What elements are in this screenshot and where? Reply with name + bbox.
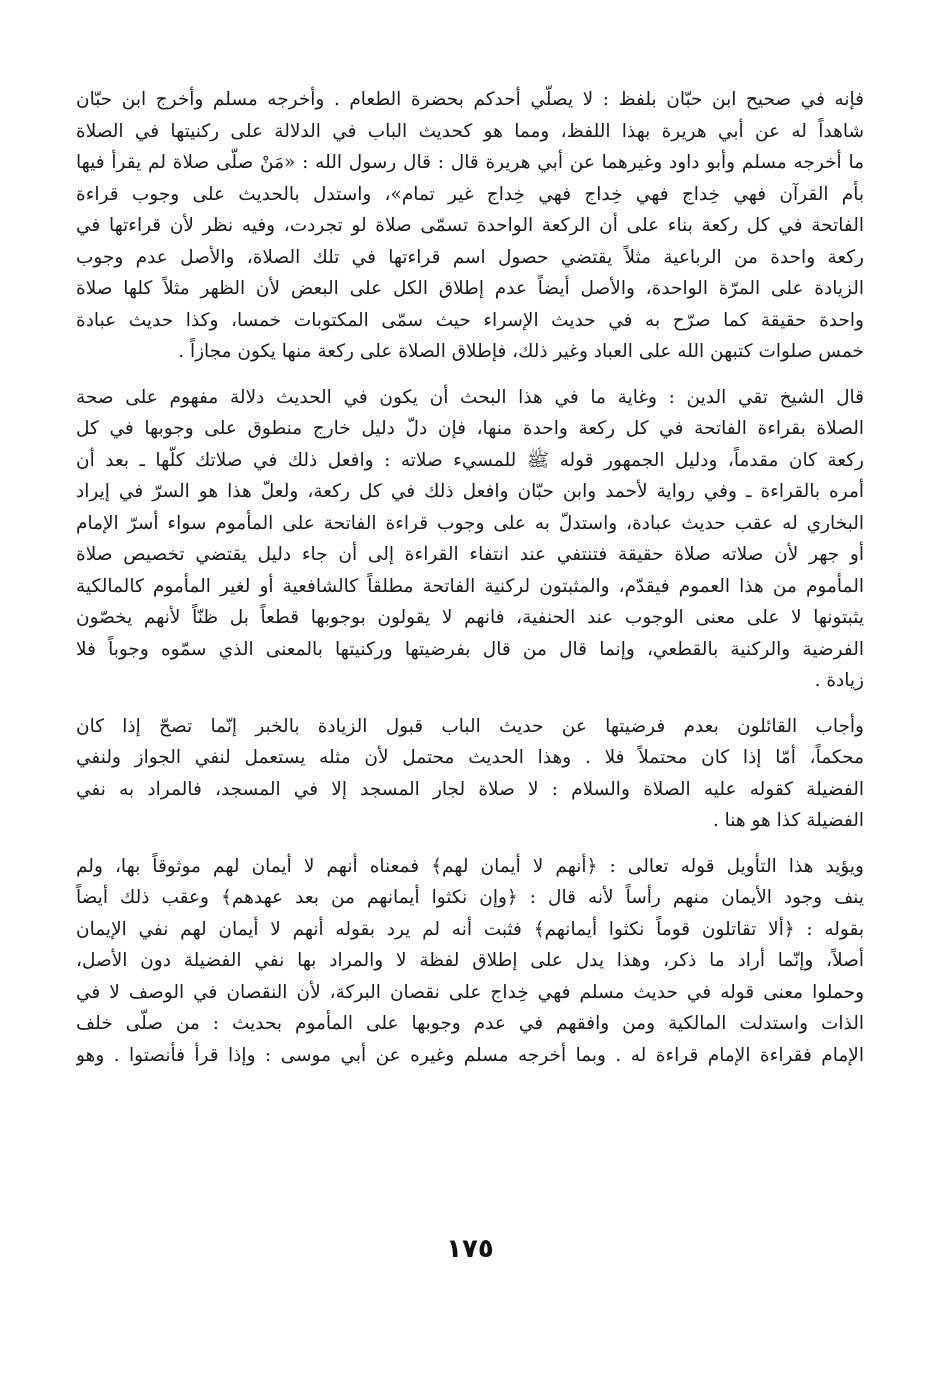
paragraph-3 xyxy=(76,711,864,837)
text-line: بقوله : ﴿ألا تقاتلون قوماً نكثوا أيمانهم﴾ فثبت أنه لم يرد بقوله أنهم لا أيمان لهم نفي الإيمان xyxy=(76,918,864,940)
page-number: ١٧٥ xyxy=(446,1234,494,1264)
text-line: ركعة واحدة من الرباعية مثلاً يقتضي حصول اسم قراءتها في تلك الصلاة، والأصل عدم وجوب xyxy=(76,246,864,268)
text-line: البخاري له عقب حديث عبادة، واستدلّ به على وجوب قراءة الفاتحة على المأموم سواء أسرّ الإمام xyxy=(76,512,864,534)
text-line: الفرضية والركنية بالقطعي، وإنما قال من قال بفرضيتها وركنيتها بالمعنى الذي سمّوه وجوباً فلا xyxy=(76,638,864,660)
text-line: خمس صلوات كتبهن الله على العباد وغير ذلك، فإطلاق الصلاة على ركعة منها يكون مجازاً . xyxy=(178,341,864,362)
text-line: زيادة . xyxy=(814,670,864,691)
text-line: الإمام فقراءة الإمام قراءة له . وبما أخرجه مسلم وغيره عن أبي موسى : وإذا قرأ فأنصتوا . وهو xyxy=(76,1044,864,1066)
text-line: قال الشيخ تقي الدين : وغاية ما في هذا البحث أن يكون في الحديث دلالة مفهوم على صحة xyxy=(76,386,864,408)
text-line: المأموم من هذا العموم فيقدّم، والمثبتون لركنية الفاتحة مطلقاً كالشافعية أو لغير المأموم كالمالكية xyxy=(76,575,864,597)
text-line: أمره بالقراءة ـ وفي رواية لأحمد وابن حبّان وافعل ذلك في كل ركعة، ولعلّ هذا هو السرّ في إيراد xyxy=(76,481,864,502)
text-line: الصلاة بقراءة الفاتحة في كل ركعة واحدة منها، فإن دلّ دليل خارج منطوق على وجوبها في كل xyxy=(76,418,864,439)
page-body xyxy=(76,84,864,1085)
text-line: الذات واستدلت المالكية ومن وافقهم في عدم وجوبها على المأموم بحديث : من صلّى خلف xyxy=(76,1013,864,1034)
text-line: بأم القرآن فهي خِداج فهي خِداج فهي خِداج غير تمام»، واستدل بالحديث على وجوب قراءة xyxy=(76,183,864,205)
text-line: ينف وجود الأيمان منهم رأساً لأنه قال : ﴿وإن نكثوا أيمانهم من بعد عهدهم﴾ وعقب ذلك أيضاً xyxy=(76,887,864,908)
text-line: أو جهر لأن صلاته صلاة حقيقة فتنتفي عند انتفاء القراءة إلى أن جاء دليل يقتضي تخصيص صلاة xyxy=(76,544,864,565)
text-line: الزيادة على المرّة الواحدة، والأصل أيضاً عدم إطلاق الكل على البعض لأن الظهر مثلاً كلها صلاة xyxy=(76,278,864,299)
text-line: ما أخرجه مسلم وأبو داود وغيرهما عن أبي هريرة قال : قال رسول الله : «مَنْ صلّى صلاة لم يقرأ فيها xyxy=(76,152,864,173)
text-line: وأجاب القائلون بعدم فرضيتها عن حديث الباب قبول الزيادة بالخبر إنّما تصحّ إذا كان xyxy=(76,715,864,737)
text-line: ركعة كان مقدماً، ودليل الجمهور قوله ﷺ للمسيء صلاته : وافعل ذلك في صلاتك كلّها ـ بعد أن xyxy=(76,449,864,471)
text-line: واحدة حقيقة كما صرّح به في حديث الإسراء حيث سمّى المكتوبات خمسا، وكذا حديث عبادة xyxy=(76,309,864,331)
text-line: ويؤيد هذا التأويل قوله تعالى : ﴿أنهم لا أيمان لهم﴾ فمعناه أنهم لا أيمان لهم موثوقاً بها، ولم xyxy=(76,855,864,877)
text-line: أصلاً، وإنّما أراد ما ذكر، وهذا يدل على إطلاق لفظة لا والمراد بها نفي الفضيلة دون الأصل، xyxy=(76,950,864,971)
text-line: الفضيلة كقوله عليه الصلاة والسلام : لا صلاة لجار المسجد إلا في المسجد، فالمراد به نفي xyxy=(76,778,864,800)
paragraph-4 xyxy=(76,851,864,1072)
text-line: محكماً، أمّا إذا كان محتملاً فلا . وهذا الحديث محتمل لأن مثله يستعمل لنفي الجواز ولنفي xyxy=(76,747,864,768)
text-line: يثبتونها لا على معنى الوجوب عند الحنفية، فانهم لا يقولون بوجوبها قطعاً بل ظنّاً لأنهم يخصّون xyxy=(76,607,864,628)
paragraph-2 xyxy=(76,382,864,697)
text-line: شاهداً له عن أبي هريرة بهذا اللفظ، ومما هو كحديث الباب في الدلالة على ركنيتها في الصلاة xyxy=(76,120,864,142)
text-line: وحملوا معنى قوله في حديث مسلم فهي خِداج على نقصان البركة، لأن النقصان في الوصف لا في xyxy=(76,981,864,1003)
text-line: الفضيلة كذا هو هنا . xyxy=(712,810,864,831)
paragraph-1 xyxy=(76,84,864,368)
text-line: فإنه في صحيح ابن حبّان بلفظ : لا يصلّي أحدكم بحضرة الطعام . وأخرجه مسلم وأخرج ابن حبّان xyxy=(76,89,864,110)
text-line: الفاتحة في كل ركعة بناء على أن الركعة الواحدة تسمّى صلاة لو تجردت، وفيه نظر لأن قراءتها في xyxy=(76,215,864,236)
